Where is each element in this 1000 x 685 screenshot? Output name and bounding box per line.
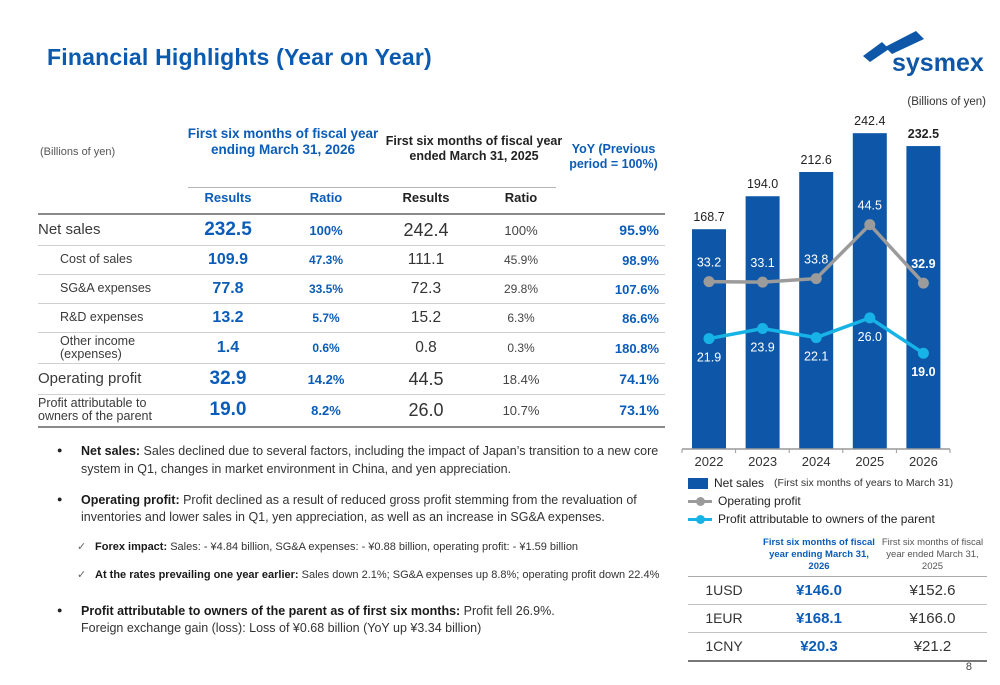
fx-cell: 1USD [705,582,743,599]
table-cell: 73.1% [619,402,659,419]
line-value-label: 21.9 [696,350,722,365]
table-cell: 100% [309,222,343,238]
line-value-label: 33.1 [750,256,775,271]
line-marker-icon [918,278,929,289]
table-cell: 0.8 [415,339,437,357]
table-cell: Net sales [38,221,101,239]
bar-net-sales [906,146,940,449]
fx-table-body [688,577,987,662]
note-text: Sales down 2.1%; SG&A expenses up 8.8%; operating profit down 22.4% [298,568,660,581]
table-cell: 14.2% [307,371,345,387]
table-cell: 29.8% [503,282,539,296]
column-group-yoy: YoY (Previous period = 100%) [569,142,658,172]
note-text-line2: Foreign exchange gain (loss): Loss of ¥0.68 billion (YoY up ¥3.34 billion) [81,621,482,636]
note-lead: Operating profit: [81,492,180,507]
line-marker-icon [864,219,875,230]
bar-net-sales [746,196,780,449]
bar-value-label: 232.5 [907,127,940,142]
notes-list [55,443,673,651]
x-axis-label: 2023 [748,454,778,469]
table-cell: 45.9% [503,253,539,267]
table-cell: 98.9% [622,252,659,268]
line-value-label: 32.9 [911,257,936,272]
line-marker-icon [704,276,715,287]
line-value-label: 44.5 [857,198,882,213]
table-row [38,303,665,332]
sub-header-row [38,190,665,205]
chart-unit-label: (Billions of yen) [907,96,986,108]
net-sales-chart [680,92,990,477]
table-cell: 74.1% [619,371,659,388]
line-value-label: 33.8 [804,252,829,267]
chart-caption: (First six months of years to March 31) [774,477,954,489]
table-cell: SG&A expenses [60,281,152,296]
sub-header-results-2025: Results [402,190,450,205]
bullet-item [55,492,673,528]
table-cell: 47.3% [308,253,344,267]
line-marker-icon [757,277,768,288]
table-cell: R&D expenses [60,310,144,325]
line-value-label: 22.1 [804,349,829,364]
fx-header-fy2025: First six months of fiscal year ended March 31, 2025 [881,537,984,572]
x-axis-label: 2025 [855,454,885,469]
page-number: 8 [965,661,972,673]
fx-header-fy2026: First six months of fiscal year ending March 31, 2026 [763,537,875,572]
table-cell: 86.6% [622,310,659,326]
fx-cell: 1CNY [705,638,743,655]
table-cell: Profit attributable to owners of the parent [38,396,152,424]
financial-table-header [38,120,665,213]
check-item [55,568,673,583]
bullet-item [55,603,673,639]
line-value-label: 33.2 [696,255,722,270]
line-value-label: 23.9 [750,340,775,355]
fx-cell: ¥166.0 [909,609,956,627]
bullet-item [55,443,673,479]
financial-table-body [38,213,665,428]
logo-swoosh-left-icon [863,42,889,62]
line-value-label: 26.0 [857,329,882,344]
page-title: Financial Highlights (Year on Year) [47,44,432,70]
fx-row [688,632,987,660]
legend-label: Net sales [714,476,765,490]
x-axis-label: 2024 [801,454,831,469]
table-row [38,332,665,363]
table-cell: 109.9 [207,251,249,268]
legend-item-operating-profit [688,492,993,510]
table-cell: 77.8 [212,280,244,297]
bar-value-label: 212.6 [800,152,832,167]
x-axis-label: 2026 [908,454,938,469]
bar-swatch-icon [688,478,708,489]
exchange-rate-table [688,537,987,662]
sub-header-spacer [564,190,663,205]
table-cell: 6.3% [507,311,535,325]
legend-item-profit-attributable [688,510,993,528]
table-cell: 95.9% [619,222,659,238]
cyan-line-marker-icon [688,518,712,521]
sub-header-ratio-2025: Ratio [504,190,538,205]
logo-text: sysmex [892,49,984,77]
chart-legend [688,474,993,528]
bar-value-label: 242.4 [854,114,886,129]
legend-label: Profit attributable to owners of the parent [718,512,935,526]
legend-item-net-sales [688,474,993,492]
fx-cell: ¥168.1 [796,609,842,627]
sub-header-results-2026: Results [204,190,252,205]
column-group-fy2026: First six months of fiscal year ending March 31, 2026 [187,126,379,158]
note-lead: Net sales: [81,444,141,458]
check-item [55,540,673,555]
table-row [38,245,665,274]
fx-cell: ¥152.6 [909,581,956,599]
legend-label: Operating profit [718,494,801,508]
note-text: Profit declined as a result of reduced gross profit stemming from the revaluation of inventories and lower sales in Q1, yen appreciation, as well as an increase in SG&A expenses. [81,492,637,525]
line-value-label: 19.0 [911,365,936,380]
x-axis-label: 2022 [694,454,724,469]
note-lead: Forex impact: [95,541,168,553]
line-marker-icon [704,333,715,344]
line-marker-icon [811,273,822,284]
table-cell: 13.2 [212,309,244,326]
table-cell: 0.6% [312,341,340,356]
gray-line-marker-icon [688,500,712,503]
financial-table [38,120,665,428]
fx-row [688,604,987,632]
fx-cell: 1EUR [705,610,743,627]
bar-net-sales [853,133,887,449]
table-row [38,215,665,245]
column-group-fy2025: First six months of fiscal year ended March 31, 2025 [385,134,563,164]
fx-cell: ¥21.2 [913,637,952,655]
table-cell: 107.6% [614,281,659,297]
note-text: Sales declined due to several factors, including the impact of Japan’s transition to a new core system in Q1, changes in market environment in China, and yen appreciation. [81,444,659,476]
note-text: Profit fell 26.9%. [460,603,555,618]
table-cell: 26.0 [408,399,444,420]
table-cell: 15.2 [410,309,442,326]
note-lead: At the rates prevailing one year earlier: [95,568,299,581]
fx-cell: ¥146.0 [796,581,842,599]
note-lead: Profit attributable to owners of the parent as of first six months: [81,603,461,618]
line-marker-icon [918,348,929,359]
sub-header-spacer [38,190,178,205]
fx-header-row [688,537,987,577]
line-marker-icon [757,323,768,334]
table-cell: 1.4 [216,339,240,357]
fx-row [688,577,987,604]
table-cell: 18.4% [502,371,540,387]
table-cell: 111.1 [407,251,445,268]
table-cell: 44.5 [408,368,444,389]
fx-header-spacer [688,537,760,573]
sub-header-ratio-2026: Ratio [309,190,343,205]
table-unit-label: (Billions of yen) [40,146,116,158]
table-cell: 232.5 [204,219,252,240]
header-underline [188,187,556,188]
table-row [38,274,665,303]
table-cell: 8.2% [311,402,341,418]
table-cell: 19.0 [209,399,247,421]
table-row [38,363,665,394]
note-text: Sales: - ¥4.84 billion, SG&A expenses: - ¥0.88 billion, operating profit: - ¥1.59 billion [167,541,579,553]
table-cell: Operating profit [38,370,142,388]
table-cell: 5.7% [312,311,340,325]
bar-value-label: 168.7 [693,210,725,225]
table-cell: 0.3% [507,341,535,356]
bar-net-sales [799,172,833,449]
table-cell: 100% [504,222,538,238]
table-cell: 180.8% [614,340,659,356]
table-cell: 33.5% [308,282,344,296]
table-cell: 72.3 [410,280,442,297]
table-cell: 242.4 [403,219,449,240]
table-cell: Cost of sales [60,252,133,267]
fx-cell: ¥20.3 [800,637,838,655]
sysmex-logo [855,25,985,79]
bar-value-label: 194.0 [746,177,779,192]
table-cell: 10.7% [502,402,540,418]
line-marker-icon [811,332,822,343]
line-marker-icon [864,312,875,323]
table-cell: Other income (expenses) [60,334,136,362]
table-cell: 32.9 [209,368,247,390]
table-row [38,394,665,425]
